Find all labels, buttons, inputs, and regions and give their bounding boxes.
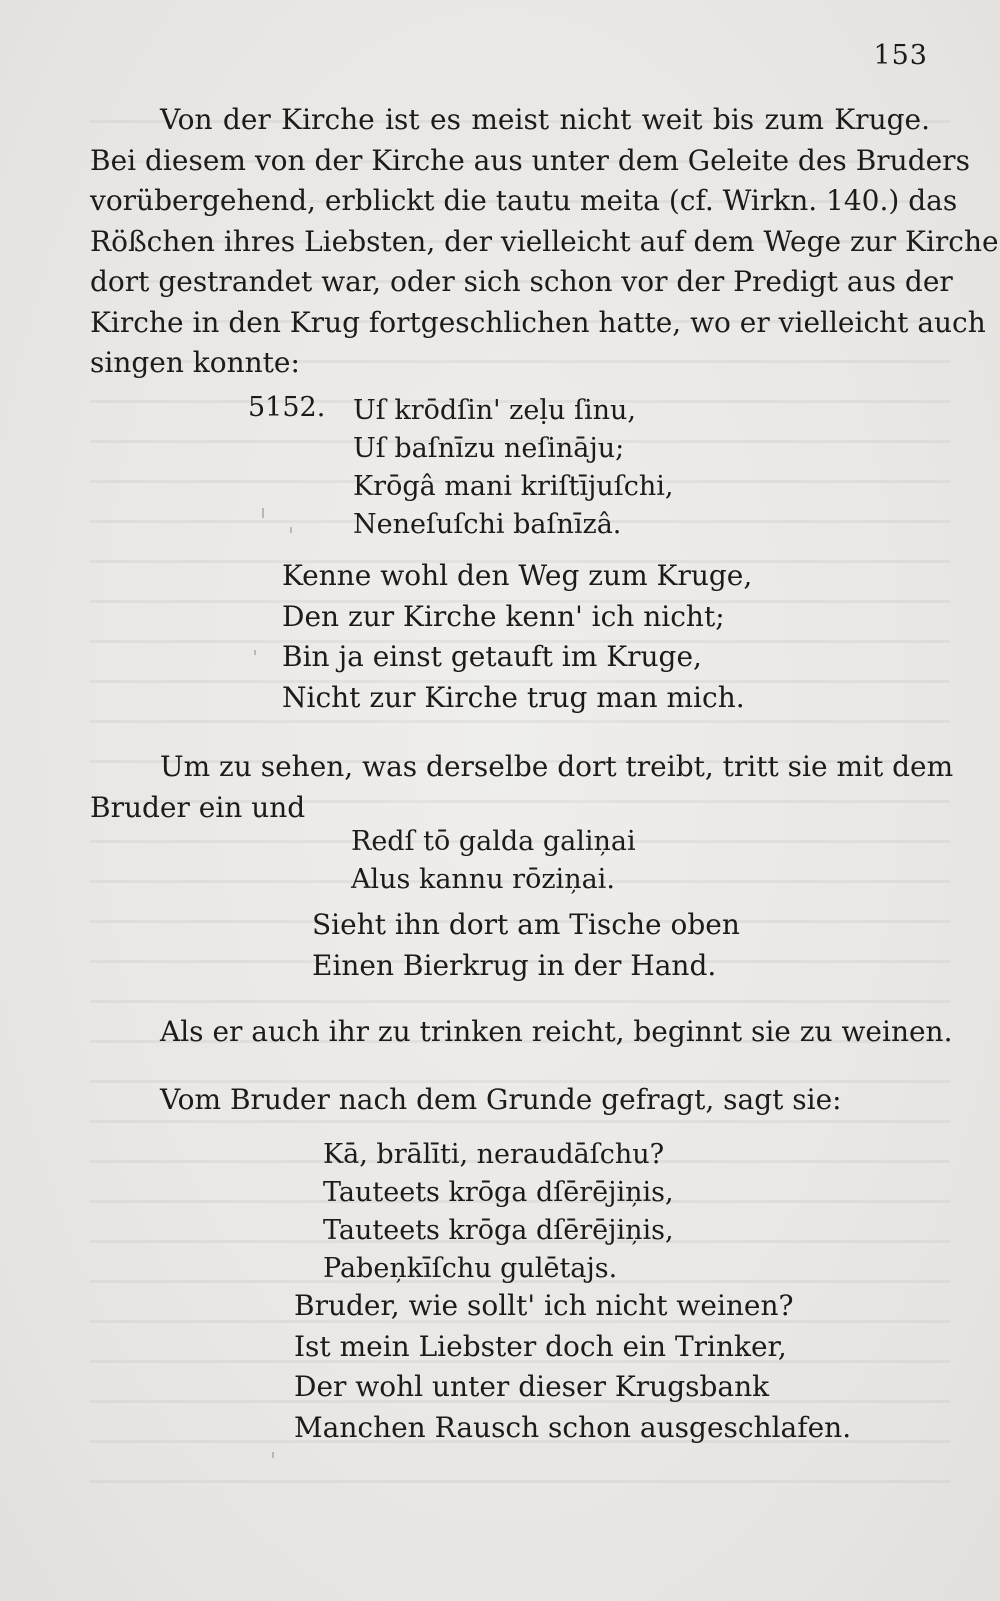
verse-line: Einen Bierkrug in der Hand. — [312, 948, 717, 982]
german-translation-3 — [294, 1286, 851, 1448]
text-line: dort gestrandet war, oder sich schon vor der Predigt aus der — [90, 265, 953, 298]
verse-line: Den zur Kirche kenn' ich nicht; — [282, 599, 725, 633]
paragraph-kirche-krug — [90, 100, 999, 384]
text-line: Vom Bruder nach dem Grunde gefragt, sagt sie: — [160, 1083, 842, 1116]
verse-line: Pabeņkīſchu gulētajs. — [323, 1253, 618, 1284]
text-line: Rößchen ihres Liebsten, der vielleicht auf dem Wege zur Kirche — [90, 224, 999, 258]
verse-line: Uſ krōdſin' zeḷu ſinu, — [353, 395, 636, 426]
german-translation-2 — [312, 905, 740, 986]
verse-line: Tauteets krōga dſērējiņis, — [323, 1177, 674, 1208]
page-number: 153 — [873, 40, 928, 71]
text-line: Bruder ein und — [90, 790, 306, 824]
paragraph-grunde — [90, 1080, 930, 1121]
latvian-verse-2 — [351, 823, 636, 899]
verse-line: Nicht zur Kirche trug man mich. — [282, 680, 745, 714]
verse-line: Uſ baſnīzu neſināju; — [353, 433, 625, 464]
verse-line: Manchen Rausch schon ausgeschlafen. — [294, 1410, 852, 1444]
verse-line: Der wohl unter dieser Krugsbank — [294, 1370, 770, 1403]
verse-line: Kenne wohl den Weg zum Kruge, — [282, 559, 753, 592]
paragraph-bruder — [90, 747, 954, 828]
verse-line: Bin ja einst getauft im Kruge, — [282, 640, 702, 673]
verse-line: Bruder, wie sollt' ich nicht weinen? — [294, 1289, 794, 1322]
text-line: Bei diesem von der Kirche aus unter dem Geleite des Bruders — [90, 143, 970, 177]
verse-line: Redſ tō galda galiņai — [351, 826, 636, 857]
verse-line: Ist mein Liebster doch ein Trinker, — [294, 1329, 787, 1363]
german-translation-1 — [282, 556, 752, 718]
verse-line: Krōgâ mani kriſtījuſchi, — [353, 471, 674, 502]
paper-speck — [262, 508, 264, 518]
paper-speck — [272, 1452, 274, 1458]
verse-line: Alus kannu rōziņai. — [351, 864, 615, 895]
verse-line: Neneſuſchi baſnīzâ. — [353, 509, 622, 540]
text-line: Als er auch ihr zu trinken reicht, beginnt sie zu weinen. — [160, 1015, 953, 1048]
paper-speck — [290, 527, 292, 533]
text-line: Um zu sehen, was derselbe dort treibt, tritt sie mit dem — [160, 750, 954, 783]
text-line: Kirche in den Krug fortgeschlichen hatte, wo er vielleicht auch — [90, 305, 986, 339]
latvian-verse-3 — [323, 1136, 674, 1288]
paper-speck — [254, 650, 256, 655]
song-number: 5152. — [248, 392, 326, 423]
verse-line: Sieht ihn dort am Tische oben — [312, 908, 740, 941]
verse-line: Tauteets krōga dſērējiņis, — [323, 1215, 674, 1246]
text-line: vorübergehend, erblickt die tautu meita (cf. Wirkn. 140.) das — [90, 184, 958, 217]
text-line: Von der Kirche ist es meist nicht weit bis zum Kruge. — [160, 103, 930, 136]
paragraph-weinen — [90, 1012, 953, 1053]
latvian-verse-1 — [353, 392, 673, 544]
text-line: singen konnte: — [90, 346, 300, 379]
verse-line: Kā, brālīti, neraudāſchu? — [323, 1139, 665, 1170]
